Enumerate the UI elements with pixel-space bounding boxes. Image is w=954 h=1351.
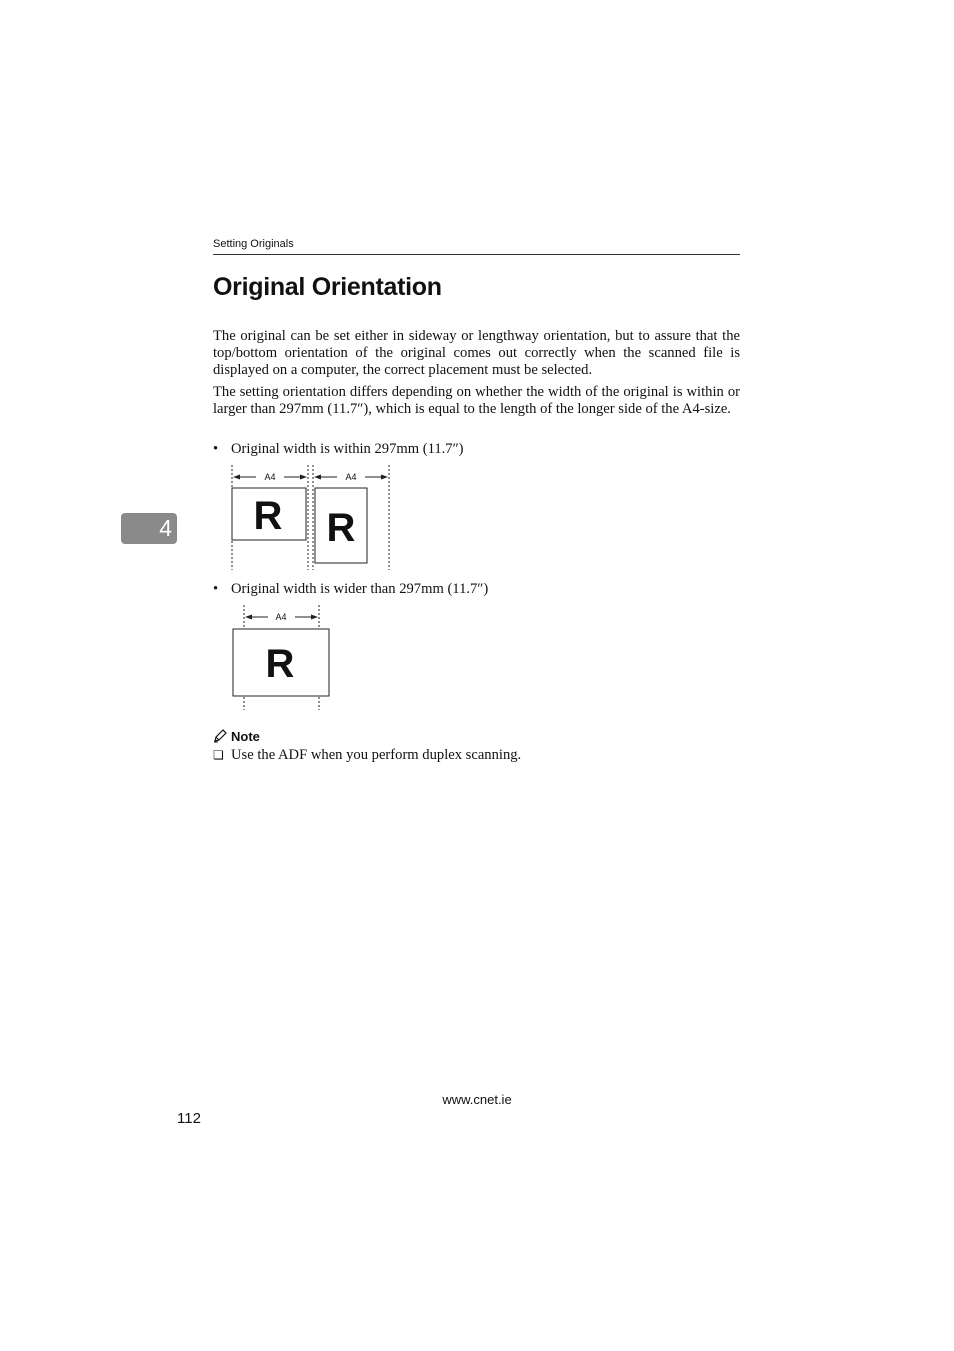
chapter-number: 4: [159, 515, 172, 541]
dimension-label-a4-left: A4: [264, 472, 276, 482]
note-label: Note: [231, 729, 260, 744]
pencil-note-icon: [213, 729, 228, 743]
bullet-within-297mm: [213, 441, 464, 458]
figure-wider-297mm: [225, 605, 340, 715]
page-title: Original Orientation: [213, 273, 442, 301]
dimension-label-a4-right: A4: [345, 472, 357, 482]
bullet-text: Original width is within 297mm (11.7″): [231, 441, 464, 457]
note-item: [213, 747, 521, 764]
chapter-tab: [121, 513, 177, 544]
bullet-marker: •: [213, 581, 219, 597]
note-text: Use the ADF when you perform duplex scanning.: [231, 747, 522, 763]
note-heading: [213, 728, 260, 745]
intro-paragraph: The original can be set either in sideway or lengthway orientation, but to assure that the top/bottom orientation of the original comes out correctly when the scanned file is displayed on a computer, the correct placement must be selected.: [213, 328, 740, 378]
running-head: Setting Originals: [213, 237, 740, 255]
letter-r-portrait: R: [326, 506, 356, 550]
bullet-marker: •: [213, 441, 219, 457]
figure-within-297mm: [225, 465, 400, 575]
bullet-text: Original width is wider than 297mm (11.7″): [231, 581, 489, 597]
bullet-wider-297mm: [213, 581, 488, 598]
letter-r-wide: R: [265, 642, 295, 686]
page-number: 112: [177, 1110, 201, 1127]
footer-url: www.cnet.ie: [442, 1092, 512, 1107]
dimension-label-a4: A4: [275, 612, 287, 622]
checkbox-icon: ❏: [213, 748, 224, 762]
letter-r-landscape: R: [253, 494, 283, 538]
orientation-paragraph: The setting orientation differs depending on whether the width of the original is within or larger than 297mm (11.7″), which is equal to the length of the longer side of the A4-size.: [213, 384, 740, 417]
